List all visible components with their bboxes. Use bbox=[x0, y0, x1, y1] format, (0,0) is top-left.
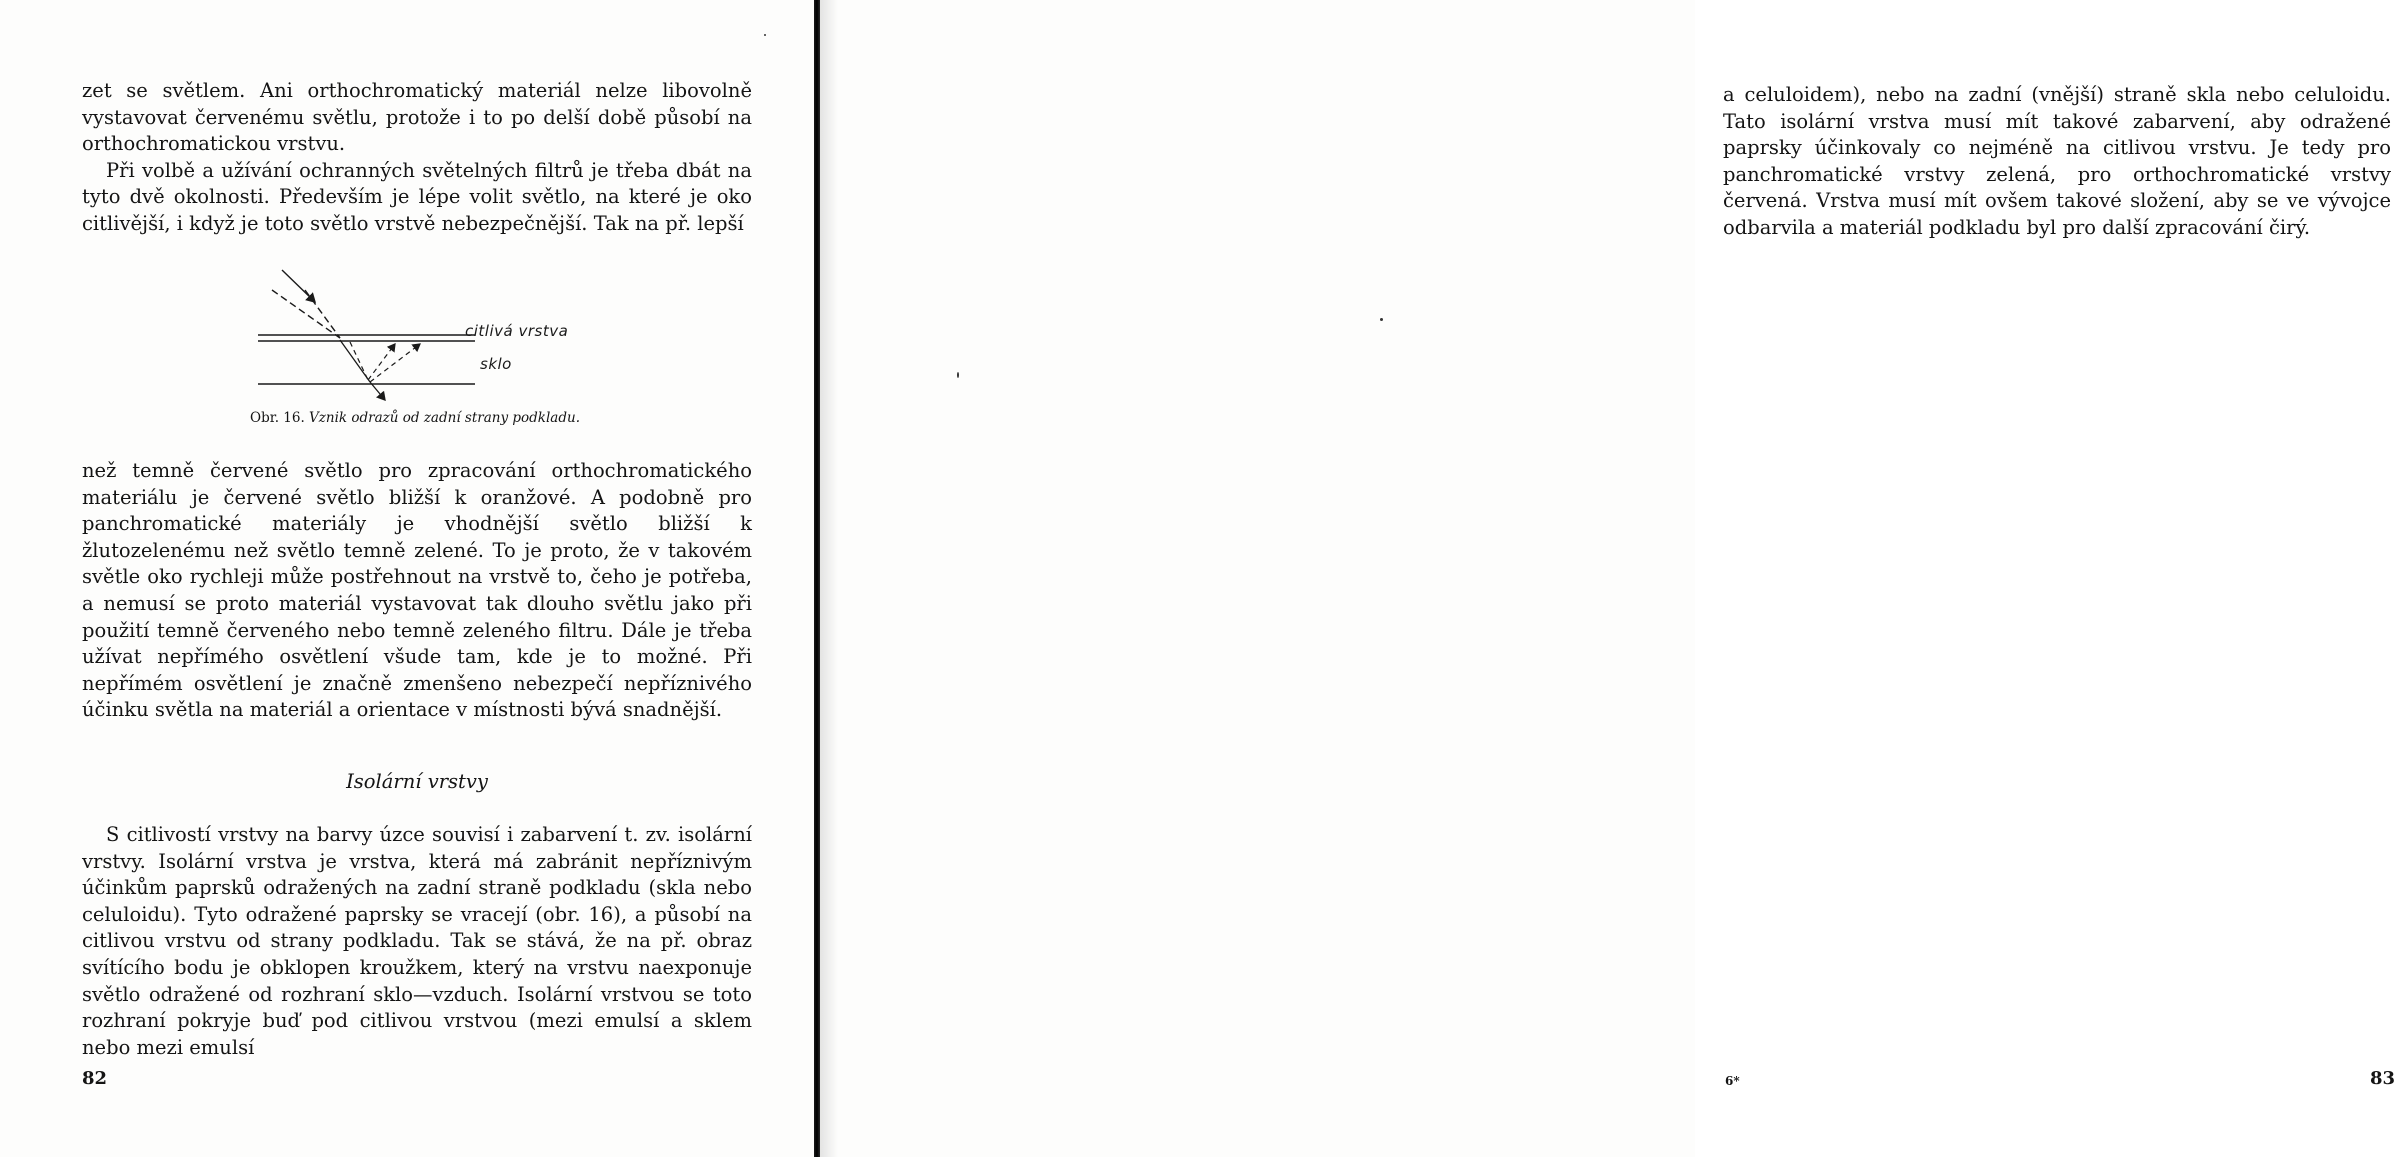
paragraph: Při volbě a užívání ochranných světelných filtrů je třeba dbát na tyto dvě okolnosti. Především je lépe volit světlo, na které je oko citlivější, i když je toto světlo vrstvě nebezpečnější. Tak na př. lepší bbox=[82, 158, 752, 235]
signature-mark: 6* bbox=[1725, 1074, 1740, 1088]
page-number-left: 82 bbox=[82, 1068, 108, 1089]
left-page bbox=[0, 0, 814, 1157]
paragraph: a celuloidem), nebo na zadní (vnější) straně skla nebo celuloidu. Tato isolární vrstva musí mít takové zabarvení, aby odražené paprsky účinkovaly co nejméně na citlivou vrstvu. Je tedy pro panchromatické vrstvy zelená, pro orthochromatické vrstvy červená. Vrstva musí mít ovšem takové složení, aby se ve vývojce odbarvila a materiál podkladu byl pro další zpracování čirý. bbox=[1723, 83, 2391, 239]
page-number-right: 83 bbox=[2370, 1068, 2395, 1089]
left-top-text bbox=[82, 78, 752, 238]
figure-16 bbox=[250, 262, 610, 412]
dust-speck bbox=[764, 34, 766, 36]
dust-speck bbox=[1380, 318, 1383, 321]
label-glass: sklo bbox=[480, 355, 512, 373]
left-middle-text bbox=[82, 458, 752, 724]
paragraph: zet se světlem. Ani orthochromatický materiál nelze libovolně vystavovat červenému světlu, protože i to po delší době působí na orthochromatickou vrstvu. bbox=[82, 79, 752, 156]
paragraph: S citlivostí vrstvy na barvy úzce souvisí i zabarvení t. zv. isolární vrstvy. Isolární vrstva je vrstva, která má zabránit nepříznivým účinkům paprsků odražených na zadní straně podkladu (skla nebo celuloidu). Tyto odražené paprsky se vracejí (obr. 16), a působí na citlivou vrstvu od strany podkladu. Tak se stává, že na př. obraz svítícího bodu je obklopen kroužkem, který na vrstvu naexponuje světlo odražené od rozhraní sklo—vzduch. Isolární vrstvou se toto rozhraní pokryje buď pod citlivou vrstvou (mezi emulsí a sklem nebo mezi emulsí bbox=[82, 823, 752, 1059]
figure-caption bbox=[180, 410, 650, 426]
section-heading: Isolární vrstvy bbox=[346, 770, 488, 793]
right-top-text bbox=[1723, 82, 2391, 242]
dust-speck bbox=[957, 372, 959, 378]
left-bottom-text bbox=[82, 822, 752, 1061]
caption-text: Vznik odrazů od zadní strany podkladu. bbox=[309, 410, 580, 426]
paragraph: než temně červené světlo pro zpracování orthochromatického materiálu je červené světlo bližší k oranžové. A podobně pro panchromatické materiály je vhodnější světlo bližší k žlutozelenému než světlo temně zelené. To je proto, že v takovém světle oko rychleji může postřehnout na vrstvě to, čeho je potřeba, a nemusí se proto materiál vystavovat tak dlouho světlu jako při použití temně červeného nebo temně zeleného filtru. Dále je třeba užívat nepřímého osvětlení všude tam, kde je to možné. Při nepřímém osvětlení je značně zmenšeno nebezpečí nepříznivého účinku světla na materiál a orientace v místnosti bývá snadnější. bbox=[82, 459, 752, 722]
label-sensitive-layer: citlivá vrstva bbox=[465, 322, 569, 340]
right-page bbox=[820, 0, 2395, 1157]
caption-number: Obr. 16. bbox=[250, 410, 305, 426]
